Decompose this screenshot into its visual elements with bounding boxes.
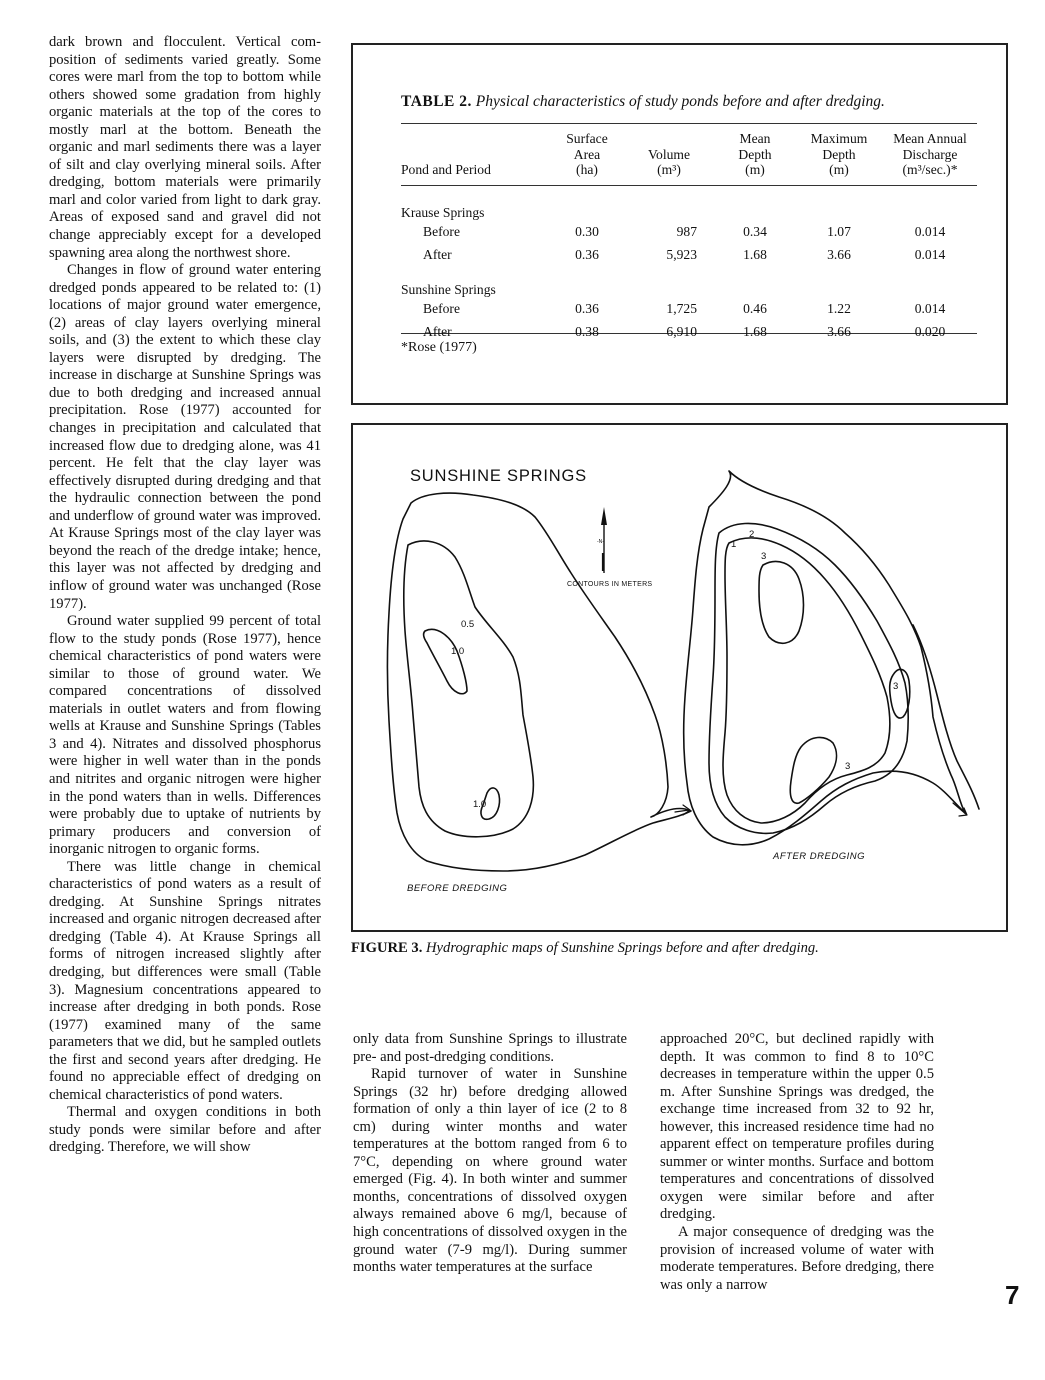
figure-3-frame bbox=[351, 423, 1008, 932]
contour-label: 3 bbox=[845, 761, 851, 772]
after-contour-3-upper bbox=[759, 561, 804, 643]
before-contour-0-5 bbox=[404, 541, 534, 837]
table-caption: Physical characteristics of study ponds before and after dredging. bbox=[475, 93, 885, 110]
column-header-area: Surface Area (ha) bbox=[566, 131, 608, 177]
paragraph: approached 20°C, but declined rapidly with depth. It was common to find 8 to 10°C decreases in temperature within the upper 0.5 m. After Sunshine Springs was dredged, the exchange time increased from 32 to 92 hr, however, this increased residence time had no apparent effect on temperature profiles during summer or winter months. Surface and bottom temperatures and concentrations of dissolved oxygen were similar before and after dredging. bbox=[660, 1031, 934, 1223]
paragraph: Changes in flow of ground water entering dredged ponds appeared to be related to: (1) locations of major ground water emergence, (2) areas of clay layers overlying mineral soils, and (3) the extent to which these clay layers were disrupted by dredging. The increase in discharge at Sunshine Springs was due to both dredging and increased annual precipitation. Rose (1977) accounted for changes in precipitation and calculated that increased flow due to dredging alone, was 41 percent. He felt that the clay layer was effectively disrupted during dredging and that the hydraulic connection between the pond and underflow of ground water was improved. At Krause Springs most of the clay layer was beyond the reach of the dredge intake; hence, this layer was not affected by dredging and inflow of ground water was unchanged (Rose 1977). bbox=[49, 262, 321, 612]
contours-note: CONTOURS IN METERS bbox=[567, 581, 653, 588]
paragraph: Rapid turnover of water in Sunshine Springs (32 hr) before dredging allowed formation of only a thin layer of ice (2 to 8 cm) during winter months and water temperatures at the bottom ranged from 6 to 7°C, depending on where ground water emerged (Fig. 4). In both winter and summer months, concentrations of dissolved oxygen always remained above 6 mg/l, because of high concentrations of dissolved oxygen in the ground water (7-9 mg/l). During summer months water temperatures at the surface bbox=[353, 1066, 627, 1276]
contour-label: 1.0 bbox=[473, 799, 487, 810]
table-row: Before 0.36 1,725 0.46 1.22 0.014 bbox=[423, 301, 946, 317]
before-outlet-arrow bbox=[675, 805, 690, 815]
table-number: TABLE 2. bbox=[401, 93, 472, 110]
table-footnote: *Rose (1977) bbox=[401, 340, 477, 355]
table-title bbox=[401, 93, 885, 111]
table-top-rule bbox=[401, 123, 977, 124]
after-dredging-label: AFTER DREDGING bbox=[773, 851, 865, 862]
table-row: After 0.38 6,910 1.68 3.66 0.020 bbox=[423, 324, 946, 340]
contour-label: 3 bbox=[893, 681, 899, 692]
column-header-pond: Pond and Period bbox=[401, 162, 491, 177]
paragraph: A major consequence of dredging was the provision of increased volume of water with moderate temperatures. Before dredging, there was only a narrow bbox=[660, 1224, 934, 1293]
after-outlet-arrow bbox=[953, 803, 967, 816]
right-text-column bbox=[660, 1031, 934, 1294]
table-2 bbox=[401, 131, 977, 344]
figure-number: FIGURE 3. bbox=[351, 940, 423, 956]
table-row: After 0.36 5,923 1.68 3.66 0.014 bbox=[423, 247, 946, 263]
hydrographic-maps bbox=[353, 425, 1006, 930]
figure-caption bbox=[351, 940, 819, 957]
table-group-row: Sunshine Springs bbox=[401, 282, 496, 297]
paragraph: Ground water supplied 99 percent of total flow to the study ponds (Rose 1977), hence chemical characteristics of pond waters were similar to those of ground water. We compared concentrations of dissolved materials in outlet waters and from flowing wells at Krause and Sunshine Springs (Tables 3 and 4). Nitrates and dissolved phosphorus were higher in well water than in the ponds and nitrites and organic nitrogen were higher in the pond waters than in wells. Differences were probably due to uptake of nutrients by primary producers and conversion of inorganic nitrogen to organic forms. bbox=[49, 613, 321, 858]
map-title: SUNSHINE SPRINGS bbox=[410, 467, 587, 485]
contour-label: 1.0 bbox=[451, 646, 465, 657]
table-header-row bbox=[401, 131, 977, 185]
page-number: 7 bbox=[1005, 1280, 1020, 1310]
contour-label: 1 bbox=[731, 539, 737, 550]
table-row: Before 0.30 987 0.34 1.07 0.014 bbox=[423, 224, 946, 240]
north-label: -N- bbox=[597, 539, 604, 545]
column-header-volume: Volume (m³) bbox=[647, 146, 691, 177]
column-header-mean-depth: Mean Depth (m) bbox=[738, 131, 772, 177]
paragraph: only data from Sunshine Springs to illustrate pre- and post-dredging conditions. bbox=[353, 1031, 627, 1065]
paragraph: There was little change in chemical characteristics of pond waters as a result of dredging. At Sunshine Springs nitrates increased and organic nitrogen decreased after dredging (Table 4). At Krause Springs all forms of nitrogen increased slightly after dredging, but differences were small (Table 3). Magnesium concentrations appeared to increase after dredging in both ponds. Rose (1977) examined many of the same parameters that we did, but he sampled outlets the first and second years after dredging. He found no appreciable effect of dredging on chemical characteristics of pond waters. bbox=[49, 858, 321, 1103]
contour-label: 3 bbox=[761, 551, 767, 562]
contour-label: 0.5 bbox=[461, 619, 475, 630]
before-dredging-label: BEFORE DREDGING bbox=[407, 883, 508, 894]
figure-caption-text: Hydrographic maps of Sunshine Springs before and after dredging. bbox=[426, 940, 819, 956]
middle-text-column bbox=[353, 1031, 627, 1277]
paragraph: dark brown and flocculent. Vertical composition of sediments varied greatly. Some cores were marl from the top to bottom while others showed some gradation from highly organic materials at the top of the cores to mostly marl at the bottom. Beneath the organic and marl sediments there was a layer of silt and clay overlying mineral soils. After dredging, bottom materials were primarily marl and color varied from light to dark gray. Areas of exposed sand and gravel did not change appreciably except for a developed spawning area along the northwest shore. bbox=[49, 34, 321, 261]
contour-label: 2 bbox=[749, 529, 755, 540]
after-contour-2 bbox=[723, 538, 890, 823]
column-header-discharge: Mean Annual Discharge (m³/sec.)* bbox=[893, 131, 967, 177]
table-2-frame bbox=[351, 43, 1008, 405]
before-shoreline bbox=[388, 493, 692, 871]
before-contour-1-0-upper bbox=[424, 629, 467, 693]
table-group-row: Krause Springs bbox=[401, 205, 485, 220]
left-text-column bbox=[49, 34, 321, 1157]
paragraph: Thermal and oxygen conditions in both study ponds were similar before and after dredging. Therefore, we will show bbox=[49, 1104, 321, 1156]
column-header-max-depth: Maximum Depth (m) bbox=[810, 131, 868, 177]
